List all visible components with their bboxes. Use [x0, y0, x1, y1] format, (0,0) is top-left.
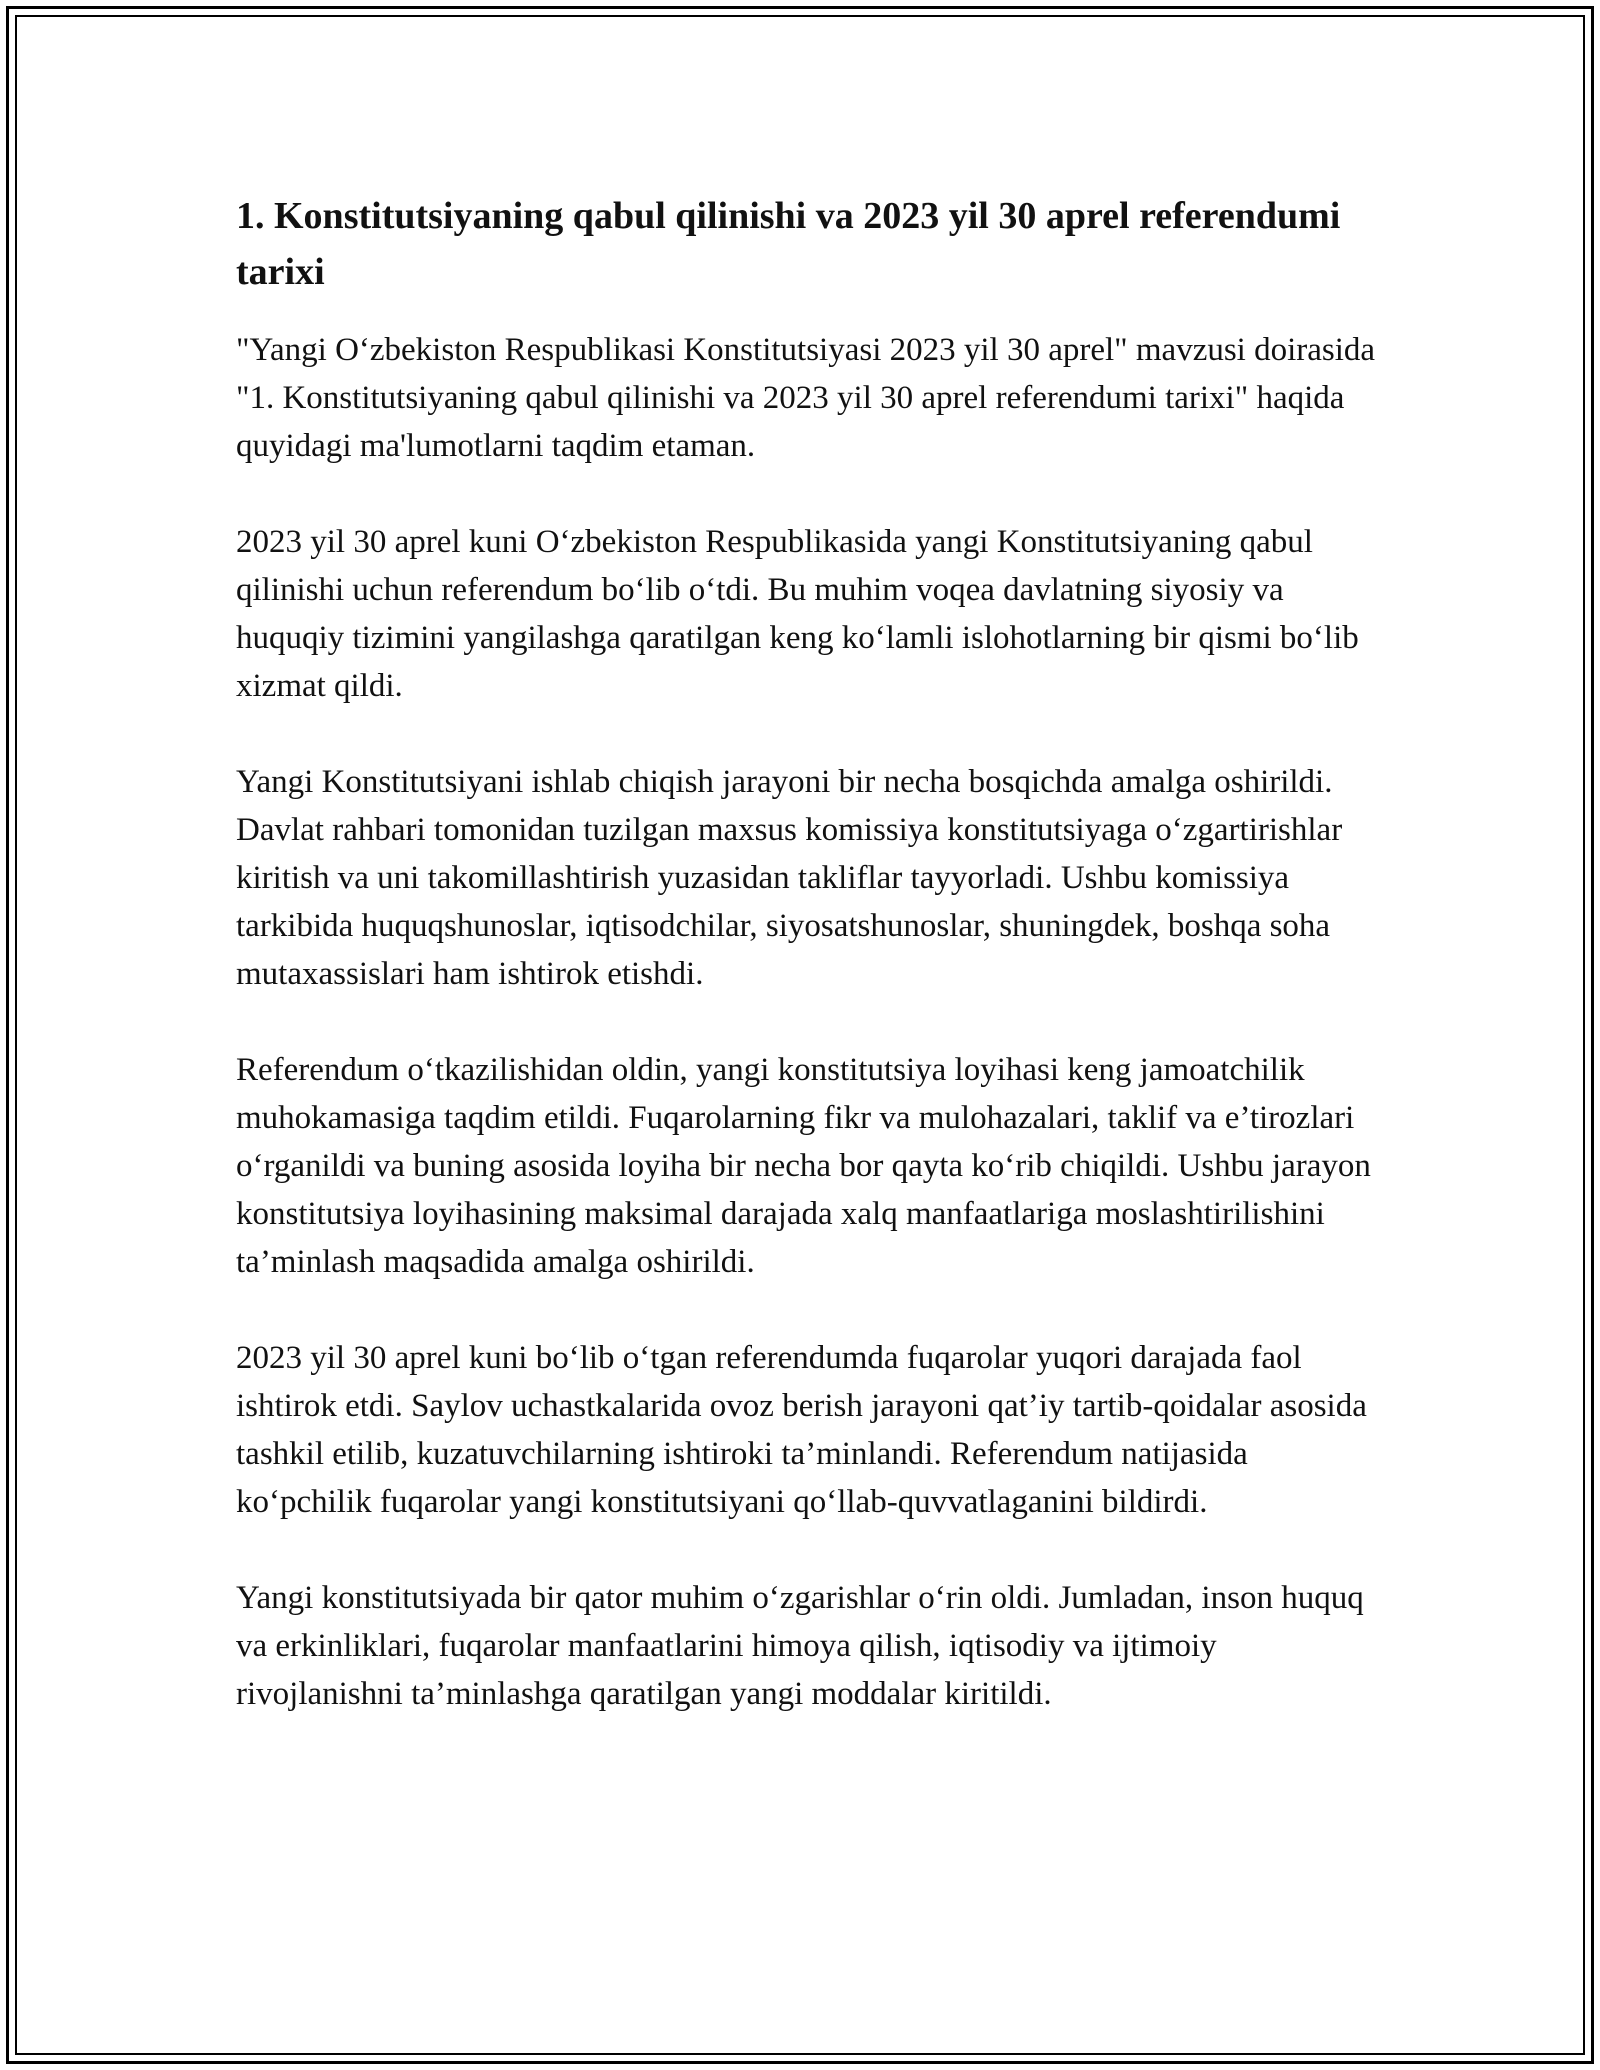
paragraph-key-changes: Yangi konstitutsiyada bir qator muhim o‘zgarishlar o‘rin oldi. Jumladan, inson huquq va erkinliklari, fuqarolar manfaatlarini himoya qilish, iqtisodiy va ijtimoiy rivojlanishni ta’minlashga qaratilgan yangi moddalar kiritildi.: [236, 1580, 1364, 1712]
paragraph-public-discussion: Referendum o‘tkazilishidan oldin, yangi konstitutsiya loyihasi keng jamoatchilik muhokamasiga taqdim etildi. Fuqarolarning fikr va mulohazalari, taklif va e’tirozlari o‘rganildi va buning asosida loyiha bir necha bor qayta ko‘rib chiqildi. Ushbu jarayon konstitutsiya loyihasining maksimal darajada xalq manfaatlariga moslashtirilishini ta’minlash maqsadida amalga oshirildi.: [236, 1052, 1371, 1280]
paragraph-referendum-results: 2023 yil 30 aprel kuni bo‘lib o‘tgan referendumda fuqarolar yuqori darajada faol ishtirok etdi. Saylov uchastkalarida ovoz berish jarayoni qat’iy tartib-qoidalar asosida tashkil etilib, kuzatuvchilarning ishtiroki ta’minlandi. Referendum natijasida ko‘pchilik fuqarolar yangi konstitutsiyani qo‘llab-quvvatlaganini bildirdi.: [236, 1340, 1367, 1520]
paragraph-intro: "Yangi O‘zbekiston Respublikasi Konstitutsiyasi 2023 yil 30 aprel" mavzusi doirasida "1. Konstitutsiyaning qabul qilinishi va 2023 yil 30 aprel referendumi tarixi" haqida quyidagi ma'lumotlarni taqdim etaman.: [236, 332, 1376, 464]
paragraph-referendum-date: 2023 yil 30 aprel kuni O‘zbekiston Respublikasida yangi Konstitutsiyaning qabul qilinishi uchun referendum bo‘lib o‘tdi. Bu muhim voqea davlatning siyosiy va huquqiy tizimini yangilashga qaratilgan keng ko‘lamli islohotlarning bir qismi bo‘lib xizmat qildi.: [236, 524, 1359, 704]
document-body: [236, 188, 1376, 1766]
document-title: 1. Konstitutsiyaning qabul qilinishi va 2023 yil 30 aprel referendumi tarixi: [236, 195, 1341, 293]
paragraph-drafting-process: Yangi Konstitutsiyani ishlab chiqish jarayoni bir necha bosqichda amalga oshirildi. Davlat rahbari tomonidan tuzilgan maxsus komissiya konstitutsiyaga o‘zgartirishlar kiritish va uni takomillashtirish yuzasidan takliflar tayyorladi. Ushbu komissiya tarkibida huquqshunoslar, iqtisodchilar, siyosatshunoslar, shuningdek, boshqa soha mutaxassislari ham ishtirok etishdi.: [236, 764, 1343, 992]
